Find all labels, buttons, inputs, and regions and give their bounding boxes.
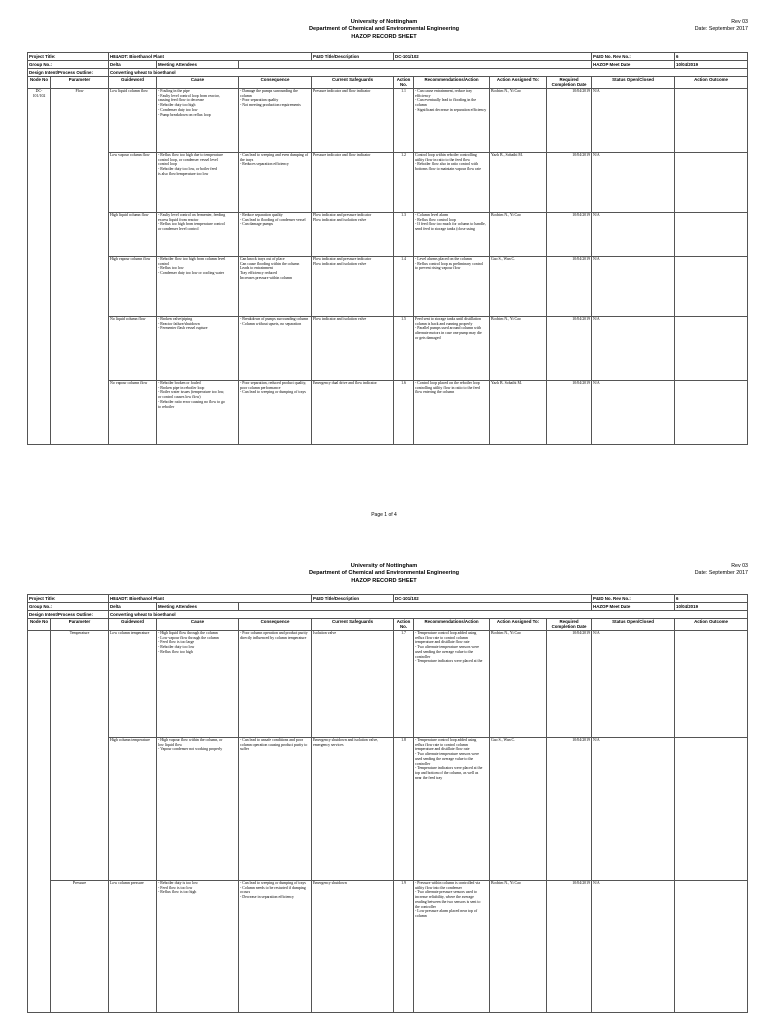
cause-cell: - Fouling in the pipe - Faulty level control loop from reactor, causing feed flow to decrease - Reboiler duty too high - Condenser duty too low - Pump breakdown on reflux loop — [157, 89, 239, 153]
completion-cell: 10/04/2019 — [547, 631, 592, 738]
col-assigned: Action Assigned To: — [490, 619, 547, 631]
assigned-cell: Yazlı B. Sobaihi M. — [490, 381, 547, 445]
meta-row-design — [28, 611, 748, 619]
outcome-cell — [675, 881, 748, 1013]
table-row — [28, 213, 748, 257]
status-cell: N/A — [592, 381, 675, 445]
table-row — [28, 881, 748, 1013]
meet-date-label: HAZOP Meet Date — [592, 603, 675, 611]
status-cell: N/A — [592, 89, 675, 153]
assigned-cell: Yazlı B., Sobaihi M. — [490, 153, 547, 213]
safeguards-cell: Emergency shutdown and isolation valve, emergency services — [312, 738, 394, 881]
pid-title-label: P&ID Title/Description — [312, 595, 394, 603]
safeguards-cell: Emergency dual drive and flow indicator — [312, 381, 394, 445]
completion-cell: 10/04/2019 — [547, 213, 592, 257]
table-row — [28, 257, 748, 317]
pid-title-value: DC-101/102 — [394, 53, 592, 61]
col-action-no: Action No. — [394, 77, 414, 89]
assigned-cell: Bochim N., Yi Cao — [490, 317, 547, 381]
col-safeguards: Current Safeguards — [312, 619, 394, 631]
attendees-label: Meeting Attendees — [157, 603, 239, 611]
consequence-cell: - Reduce separation quality - Can lead to flooding of condenser vessel - Can damage pumps — [239, 213, 312, 257]
col-outcome: Action Outcome — [675, 77, 748, 89]
revision-date: Date: September 2017 — [694, 570, 748, 577]
completion-cell: 10/04/2019 — [547, 317, 592, 381]
assigned-cell: Bochim N., Yi Cao — [490, 213, 547, 257]
group-label: Group No.: — [28, 61, 109, 69]
safeguards-cell: Emergency shutdown — [312, 881, 394, 1013]
guideword-cell: No liquid column flow — [109, 317, 157, 381]
column-header-row — [28, 619, 748, 631]
col-outcome: Action Outcome — [675, 619, 748, 631]
action-no-cell: 1.5 — [394, 317, 414, 381]
col-completion: Required Completion Date — [547, 619, 592, 631]
cause-cell: - Reboiler flow too high from column level control - Reflux too low - Condenser duty too low or cooling water — [157, 257, 239, 317]
column-header-row — [28, 77, 748, 89]
action-no-cell: 1.3 — [394, 213, 414, 257]
pid-title-label: P&ID Title/Description — [312, 53, 394, 61]
pid-title-value: DC-101/102 — [394, 595, 592, 603]
department-name: Department of Chemical and Environmental Engineering — [308, 570, 460, 577]
col-completion: Required Completion Date — [547, 77, 592, 89]
status-cell: N/A — [592, 881, 675, 1013]
guideword-cell: High vapour column flow — [109, 257, 157, 317]
pid-no-label: P&ID No. Rev No.: — [592, 53, 675, 61]
project-title-label: Project Title: — [28, 595, 109, 603]
col-consequence: Consequence — [239, 77, 312, 89]
status-cell: N/A — [592, 257, 675, 317]
consequence-cell: - Can lead to unsafe conditions and poor column operation causing product purity to suffer — [239, 738, 312, 881]
attendees-value — [239, 603, 592, 611]
project-title-value: H84ADT: Bioethanol Plant — [109, 53, 312, 61]
table-row — [28, 317, 748, 381]
recommendations-cell: - Can cause entrainment, reduce tray efficiency - Can eventually lead to flooding in the column - Significant decrease in separation efficiency — [414, 89, 490, 153]
col-action-no: Action No. — [394, 619, 414, 631]
col-recommendations: Recommendations/Action — [414, 619, 490, 631]
col-parameter: Parameter — [51, 77, 109, 89]
outcome-cell — [675, 257, 748, 317]
meta-row-group — [28, 61, 748, 69]
cause-cell: - High liquid flow through the column - Low vapour flow through the column - Feed flow is too large - Reboiler duty too low - Reflux flow too high — [157, 631, 239, 738]
guideword-cell: Low column pressure — [109, 881, 157, 1013]
university-name: University of Nottingham — [350, 563, 418, 569]
action-no-cell: 1.2 — [394, 153, 414, 213]
node-cell — [28, 631, 51, 1013]
sheet-title: HAZOP RECORD SHEET — [351, 33, 417, 40]
meta-row-project — [28, 53, 748, 61]
outcome-cell — [675, 89, 748, 153]
pid-no-value: 6 — [675, 595, 748, 603]
action-no-cell: 1.9 — [394, 881, 414, 1013]
consequence-cell: - Can lead to weeping or dumping of trays - Column needs to be restarted if dumping occurs - Decrease in separation efficiency — [239, 881, 312, 1013]
table-row — [28, 738, 748, 881]
meet-date-value: 10/04/2019 — [675, 61, 748, 69]
status-cell: N/A — [592, 317, 675, 381]
revision-number: Rev 03 — [731, 19, 748, 25]
col-status: Status Open/Closed — [592, 77, 675, 89]
completion-cell: 10/04/2019 — [547, 153, 592, 213]
completion-cell: 10/04/2019 — [547, 881, 592, 1013]
design-intent-label: Design Intent/Process Outline: — [28, 611, 109, 619]
parameter-cell: Pressure — [51, 881, 109, 1013]
consequence-cell: - Poor separation, reduced product quality, poor column performance - Can lead to weeping or dumping of trays — [239, 381, 312, 445]
assigned-cell: Gao S., Wan C. — [490, 738, 547, 881]
group-label: Group No.: — [28, 603, 109, 611]
action-no-cell: 1.6 — [394, 381, 414, 445]
safeguards-cell: Flow indicator and pressure indicator Flow indicator and isolation valve — [312, 257, 394, 317]
col-cause: Cause — [157, 77, 239, 89]
recommendations-cell: - Control loop placed on the reboiler loop controlling utility flow in ratio to the feed flow entering the column — [414, 381, 490, 445]
guideword-cell: High liquid column flow — [109, 213, 157, 257]
recommendations-cell: - Column level alarm - Reflux flow control loop - If feed flow too much for column to handle, send feed to storage tanks (close using — [414, 213, 490, 257]
col-safeguards: Current Safeguards — [312, 77, 394, 89]
cause-cell: - Broken valve/piping - Reactor failure/shutdown - Fermenter flash vessel rupture — [157, 317, 239, 381]
design-intent-label: Design Intent/Process Outline: — [28, 69, 109, 77]
col-guideword: Guideword — [109, 77, 157, 89]
safeguards-cell: Flow indicator and isolation valve — [312, 317, 394, 381]
pid-no-label: P&ID No. Rev No.: — [592, 595, 675, 603]
completion-cell: 10/04/2019 — [547, 89, 592, 153]
hazop-table — [27, 594, 748, 1013]
assigned-cell: Gao S., Wan C. — [490, 257, 547, 317]
col-cause: Cause — [157, 619, 239, 631]
project-title-value: H84ADT: Bioethanol Plant — [109, 595, 312, 603]
recommendations-cell: - Pressure within column is controlled via utility flow into the condenser - Two alternate pressure sensors used to increase reliability, where the average reading between the two sensors is sent to the controller - Low pressure alarm placed near top of column — [414, 881, 490, 1013]
pid-no-value: 6 — [675, 53, 748, 61]
safeguards-cell: Isolation valve — [312, 631, 394, 738]
action-no-cell: 1.1 — [394, 89, 414, 153]
group-value: Delta — [109, 61, 157, 69]
col-assigned: Action Assigned To: — [490, 77, 547, 89]
outcome-cell — [675, 213, 748, 257]
status-cell: N/A — [592, 213, 675, 257]
cause-cell: - Reflux flow too high due to temperature control loop, or condenser vessel level control loop - Reboiler duty too low, or boiler feed is also flow/temperature too low — [157, 153, 239, 213]
recommendations-cell: - Level alarms placed on the column - Reflux control loop as preliminary control to prevent rising vapour flow — [414, 257, 490, 317]
safeguards-cell: Pressure indicator and flow indicator — [312, 153, 394, 213]
guideword-cell: Low liquid column flow — [109, 89, 157, 153]
table-row — [28, 89, 748, 153]
node-cell: DC- 101/102 — [28, 89, 51, 445]
meta-row-group — [28, 603, 748, 611]
assigned-cell: Bochim N., Yi Cao — [490, 631, 547, 738]
consequence-cell: - Breakdown of pumps surrounding column - Column without upsets, no separation — [239, 317, 312, 381]
table-row — [28, 153, 748, 213]
hazop-table — [27, 52, 748, 445]
page-number: Page 1 of 4 — [371, 512, 397, 518]
group-value: Delta — [109, 603, 157, 611]
parameter-cell: Flow — [51, 89, 109, 445]
revision-block — [695, 563, 748, 578]
meta-row-project — [28, 595, 748, 603]
record-sheet-page-2 — [0, 557, 768, 1024]
cause-cell: - Reboiler broken or fouled - Broken pipe in reboiler loop - Boiler water issues (temperature too low, or control causes low flow) - Reboiler ratio error causing no flow to go to reboiler — [157, 381, 239, 445]
header-titles — [0, 19, 768, 41]
design-intent-value: Converting wheat to bioethanol — [109, 69, 748, 77]
outcome-cell — [675, 317, 748, 381]
header-titles — [0, 563, 768, 585]
col-status: Status Open/Closed — [592, 619, 675, 631]
assigned-cell: Bochim N., Yi Cao — [490, 881, 547, 1013]
sheet-title: HAZOP RECORD SHEET — [351, 577, 417, 584]
parameter-cell: Temperature — [51, 631, 109, 881]
consequence-cell: - Damage the pumps surrounding the column - Poor separation quality - Not meeting production requirements — [239, 89, 312, 153]
sheet-header — [0, 0, 768, 46]
status-cell: N/A — [592, 738, 675, 881]
meet-date-label: HAZOP Meet Date — [592, 61, 675, 69]
cause-cell: - High vapour flow within the column, or low liquid flow - Vapour condenser not working properly — [157, 738, 239, 881]
meta-row-design — [28, 69, 748, 77]
consequence-cell: - Can lead to weeping and even dumping of the trays - Reduces separation efficiency — [239, 153, 312, 213]
recommendations-cell: - Temperature control loop added using reflux flow rate to control column temperature and distillate flow rate - Two alternate temperature sensors were used sending the average value to the controller - Temperature indicators were placed at the — [414, 631, 490, 738]
outcome-cell — [675, 381, 748, 445]
action-no-cell: 1.8 — [394, 738, 414, 881]
status-cell: N/A — [592, 631, 675, 738]
outcome-cell — [675, 738, 748, 881]
recommendations-cell: Feed sent to storage tanks until distillation column is back and running properly - Parallel pumps used around column with alternate motors in case one pump may die or gets damaged — [414, 317, 490, 381]
consequence-cell: Can knock trays out of place Can cause flooding within the column Leads to entrainment Tray efficiency reduced Increases pressure within column — [239, 257, 312, 317]
safeguards-cell: Pressure indicator and flow indicator — [312, 89, 394, 153]
col-guideword: Guideword — [109, 619, 157, 631]
recommendations-cell: - Temperature control loop added using reflux flow rate to control column temperature and distillate flow rate - Two alternate temperature sensors were used sending the average value to the controller - Temperature indicators were placed at the top and bottom of the column, as well as near the feed tray — [414, 738, 490, 881]
university-name: University of Nottingham — [350, 19, 418, 25]
attendees-label: Meeting Attendees — [157, 61, 239, 69]
action-no-cell: 1.7 — [394, 631, 414, 738]
guideword-cell: High column temperature — [109, 738, 157, 881]
col-node: Node No — [28, 619, 51, 631]
table-row — [28, 631, 748, 738]
completion-cell: 10/04/2019 — [547, 257, 592, 317]
col-node: Node No — [28, 77, 51, 89]
meet-date-value: 10/04/2019 — [675, 603, 748, 611]
action-no-cell: 1.4 — [394, 257, 414, 317]
safeguards-cell: Flow indicator and pressure indicator Flow indicator and isolation valve — [312, 213, 394, 257]
guideword-cell: No vapour column flow — [109, 381, 157, 445]
revision-date: Date: September 2017 — [694, 26, 748, 33]
recommendations-cell: Control loop within reboiler controlling utility flow in ratio to the feed flow - Reboiler flow also in ratio control with bottoms flow to maintain vapour flow rate — [414, 153, 490, 213]
guideword-cell: Low vapour column flow — [109, 153, 157, 213]
col-parameter: Parameter — [51, 619, 109, 631]
department-name: Department of Chemical and Environmental Engineering — [308, 26, 460, 33]
table-row — [28, 381, 748, 445]
guideword-cell: Low column temperature — [109, 631, 157, 738]
design-intent-value: Converting wheat to bioethanol — [109, 611, 748, 619]
assigned-cell: Bochim N., Yi Cao — [490, 89, 547, 153]
outcome-cell — [675, 153, 748, 213]
completion-cell: 10/04/2019 — [547, 381, 592, 445]
cause-cell: - Faulty level control on fermenter, feeding excess liquid from reactor - Reflux too high from temperature control or condenser level control — [157, 213, 239, 257]
consequence-cell: - Poor column operation and product purity directly influenced by column temperature — [239, 631, 312, 738]
col-recommendations: Recommendations/Action — [414, 77, 490, 89]
status-cell: N/A — [592, 153, 675, 213]
completion-cell: 10/04/2019 — [547, 738, 592, 881]
col-consequence: Consequence — [239, 619, 312, 631]
outcome-cell — [675, 631, 748, 738]
revision-block — [695, 19, 748, 34]
revision-number: Rev 03 — [731, 563, 748, 569]
attendees-value — [239, 61, 592, 69]
project-title-label: Project Title: — [28, 53, 109, 61]
cause-cell: - Reboiler duty is too low - Feed flow is too low - Reflux flow is too high — [157, 881, 239, 1013]
